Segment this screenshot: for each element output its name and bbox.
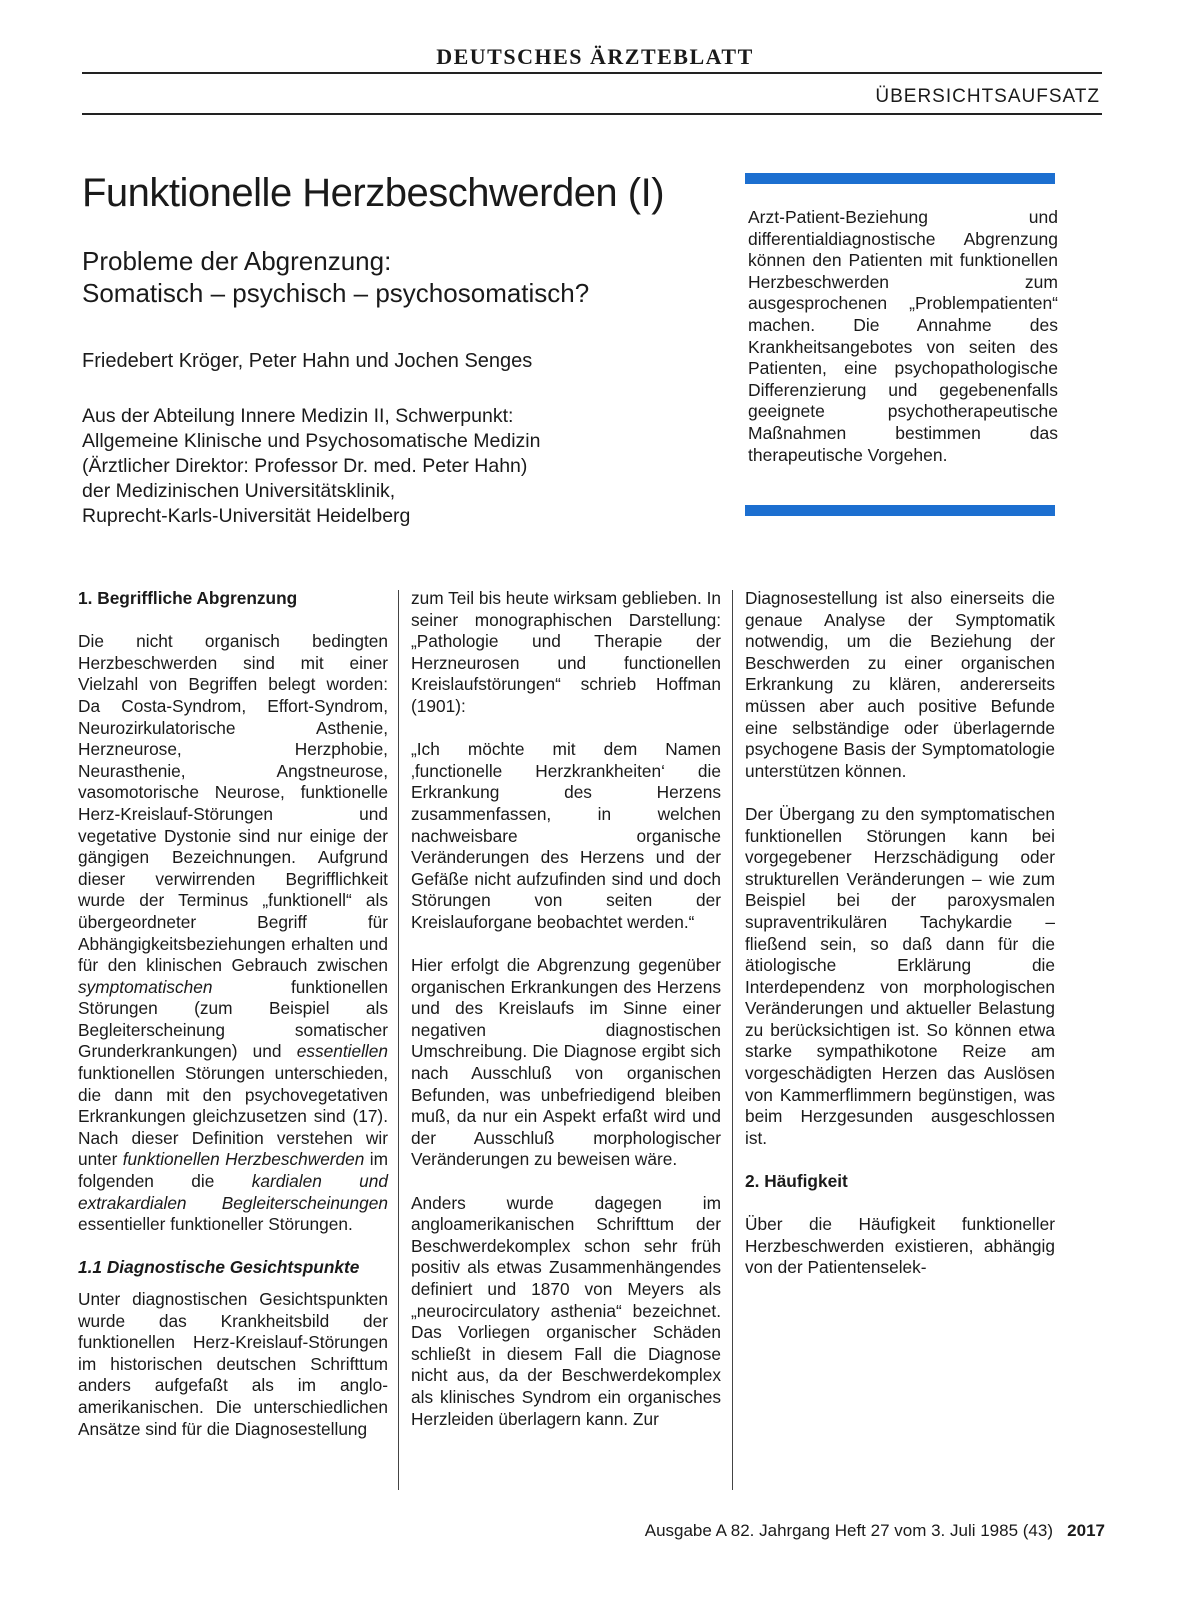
body-paragraph-continued: zum Teil bis heute wirksam geblieben. In seiner monographischen Darstellung: „Pathologie und Therapie der Herzneurosen und functionellen Kreislaufstörungen“ schrieb Hoffman (1901): xyxy=(411,588,721,716)
body-column-2 xyxy=(411,588,721,1452)
abstract-text: Arzt-Patient-Beziehung und differentialdiagnostische Abgrenzung können den Patienten mit funktionellen Herzbeschwerden zum ausgesprochenen „Problempatienten“ machen. Die Annahme des Krankheitsangebotes von seiten des Patienten, eine psychopathologische Differenzierung und gegebenenfalls geeignete psychotherapeutische Maßnahmen bestimmen das therapeutische Vorgehen. xyxy=(748,207,1058,465)
section-heading: 2. Häufigkeit xyxy=(745,1171,848,1192)
abstract-bar-top xyxy=(745,173,1055,184)
affiliation xyxy=(82,404,742,529)
affiliation-line: der Medizinischen Universitätsklinik, xyxy=(82,480,396,502)
affiliation-line: (Ärztlicher Direktor: Professor Dr. med. Peter Hahn) xyxy=(82,455,528,477)
header-rule-top xyxy=(82,72,1102,74)
affiliation-line: Allgemeine Klinische und Psychosomatische Medizin xyxy=(82,430,541,452)
body-paragraph: Über die Häufigkeit funktioneller Herzbeschwerden existieren, abhängig von der Patientenselek- xyxy=(745,1214,1055,1278)
affiliation-line: Ruprecht-Karls-Universität Heidelberg xyxy=(82,505,411,527)
subsection-heading: 1.1 Diagnostische Gesichtspunkte xyxy=(78,1257,360,1278)
body-paragraph: Die nicht organisch bedingten Herzbeschwerden sind mit einer Vielzahl von Begriffen belegt worden: Da Costa-Syndrom, Effort-Syndrom, Neurozirkulatorische Asthenie, Herzneurose, Herzphobie, Neurasthenie, Angstneurose, vasomotorische Neurose, funktionelle Herz-Kreislauf-Störungen und vegetative Dystonie sind nur einige der gängigen Bezeichnungen. Aufgrund dieser verwirrenden Begrifflichkeit wurde der Terminus „funktionell“ als übergeordneter Begriff für Abhängigkeitsbeziehungen erhalten und für den klinischen Gebrauch zwischen symptomatischen funktionellen Störungen (zum Beispiel als Begleiterscheinung somatischer Grunderkrankungen) und essentiellen funktionellen Störungen unterschieden, die dann mit den psychovegetativen Erkrankungen gleichzusetzen sind (17). Nach dieser Definition verstehen wir unter funktionellen Herzbeschwerden im folgenden die kardialen und extrakardialen Begleiterscheinungen essentieller funktioneller Störungen. xyxy=(78,631,388,1235)
header-rule-bottom xyxy=(82,113,1102,115)
column-divider xyxy=(732,590,733,1490)
subtitle-line: Probleme der Abgrenzung: xyxy=(82,246,392,276)
authors: Friedebert Kröger, Peter Hahn und Jochen Senges xyxy=(82,350,533,372)
article-subtitle xyxy=(82,245,722,309)
article-title: Funktionelle Herzbeschwerden (I) xyxy=(82,171,665,215)
body-column-3 xyxy=(745,588,1055,1301)
abstract-bar-bottom xyxy=(745,505,1055,516)
affiliation-line: Aus der Abteilung Innere Medizin II, Schwerpunkt: xyxy=(82,405,514,427)
quote-paragraph: „Ich möchte mit dem Namen ‚functionelle Herzkrankheiten‘ die Erkrankung des Herzens zusammenfassen, in welchen nachweisbare organische Veränderungen des Herzens und der Gefäße nicht aufzufinden sind und doch Störungen von seiten der Kreislauforgane beobachtet werden.“ xyxy=(411,739,721,932)
page-number: 2017 xyxy=(1067,1521,1105,1540)
body-paragraph: Unter diagnostischen Gesichtspunkten wurde das Krankheitsbild der funktionellen Herz-Kreislauf-Störungen im historischen deutschen Schrifttum anders aufgefaßt als im anglo-amerikanischen. Die unterschiedlichen Ansätze sind für die Diagnosestellung xyxy=(78,1289,388,1439)
body-paragraph-continued: Diagnosestellung ist also einerseits die genaue Analyse der Symptomatik notwendig, um die Beziehung der Beschwerden zu einer organischen Erkrankung zu klären, andererseits müssen aber auch positive Befunde eine selbständige oder überlagernde psychogene Basis der Symptomatologie unterstützen können. xyxy=(745,588,1055,781)
section-label: ÜBERSICHTSAUFSATZ xyxy=(875,86,1100,107)
column-divider xyxy=(398,590,399,1490)
subtitle-line: Somatisch – psychisch – psychosomatisch? xyxy=(82,278,590,308)
body-paragraph: Anders wurde dagegen im angloamerikanischen Schrifttum der Beschwerdekomplex schon sehr früh positiv als etwas Zusammenhängendes definiert und 1870 von Meyers als „neurocirculatory asthenia“ bezeichnet. Das Vorliegen organischer Schäden schließt in diesem Fall die Diagnose nicht aus, da der Beschwerdekomplex als klinisches Syndrom ein organisches Herzleiden überlagern kann. Zur xyxy=(411,1192,721,1429)
body-paragraph: Hier erfolgt die Abgrenzung gegenüber organischen Erkrankungen des Herzens und des Kreislaufs im Sinne einer negativen diagnostischen Umschreibung. Die Diagnose ergibt sich nach Ausschluß von organischen Befunden, was unbefriedigend bleiben muß, da nur ein Aspekt erfaßt wird und der Ausschluß morphologischer Veränderungen zu beweisen wäre. xyxy=(411,955,721,1170)
issue-info: Ausgabe A 82. Jahrgang Heft 27 vom 3. Juli 1985 (43) xyxy=(644,1521,1053,1540)
body-column-1 xyxy=(78,588,388,1462)
journal-name: DEUTSCHES ÄRZTEBLATT xyxy=(436,44,754,69)
page-footer xyxy=(480,1521,1105,1541)
body-paragraph: Der Übergang zu den symptomatischen funktionellen Störungen kann bei vorgegebener Herzschädigung oder strukturellen Veränderungen – wie zum Beispiel bei der paroxysmalen supraventrikulären Tachykardie – fließend sein, so daß dann für die ätiologische Erklärung die Interdependenz von morphologischen Veränderungen und aktueller Belastung zu berücksichtigen ist. So können etwa starke sympathikotone Reize am vorgeschädigten Herzen das Auslösen von Kammerflimmern begünstigen, was beim Herzgesunden ausgeschlossen ist. xyxy=(745,803,1055,1148)
section-heading: 1. Begriffliche Abgrenzung xyxy=(78,588,298,608)
